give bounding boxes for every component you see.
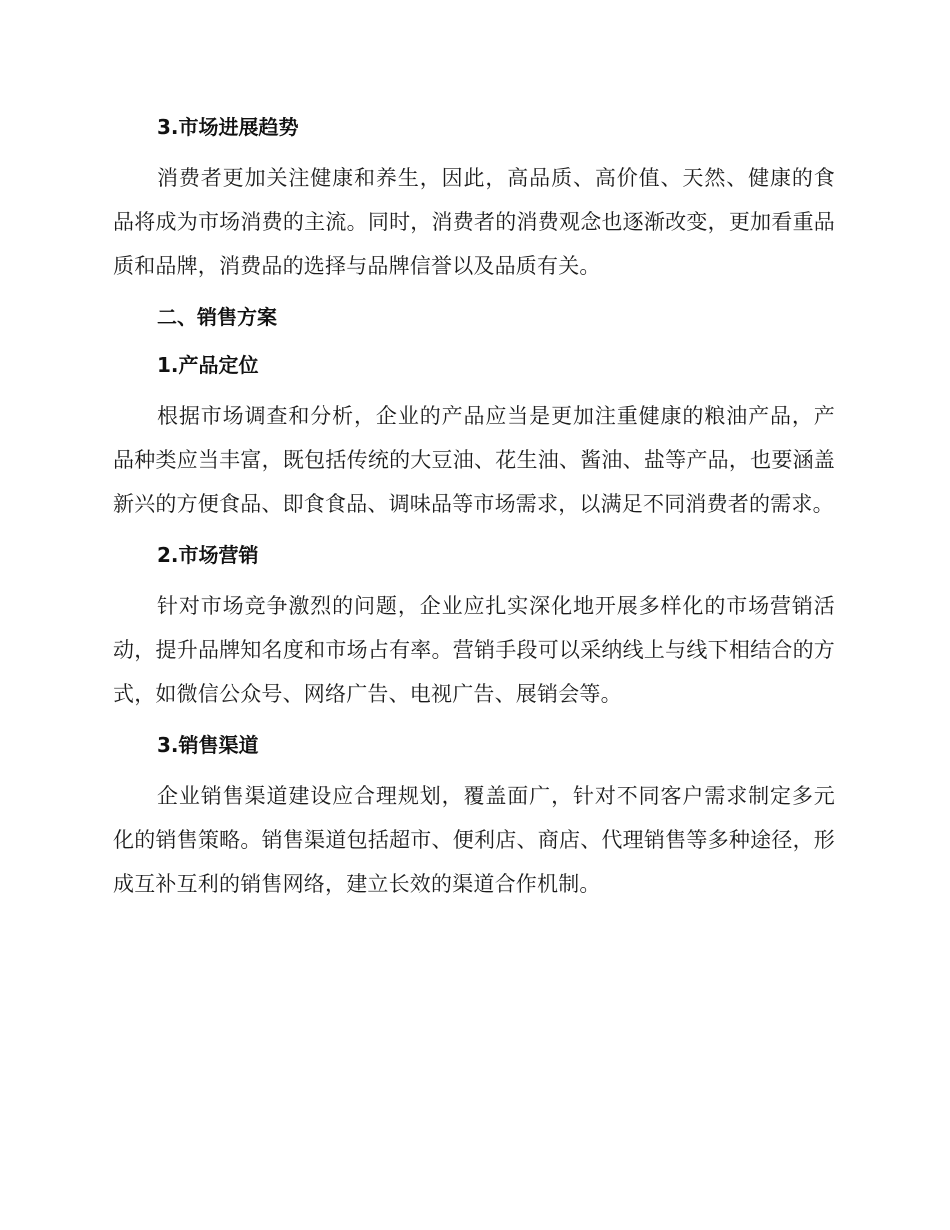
heading-market-trend: 3.市场进展趋势 [157, 115, 299, 139]
document-body [113, 108, 835, 916]
heading-sales-channels: 3.销售渠道 [157, 733, 259, 757]
heading-sales-plan: 二、销售方案 [157, 305, 277, 329]
paragraph-market-trend: 消费者更加关注健康和养生，因此，高品质、高价值、天然、健康的食品将成为市场消费的主流。同时，消费者的消费观念也逐渐改变，更加看重品质和品牌，消费品的选择与品牌信誉以及品质有关。 [113, 166, 835, 278]
paragraph-marketing: 针对市场竞争激烈的问题，企业应扎实深化地开展多样化的市场营销活动，提升品牌知名度和市场占有率。营销手段可以采纳线上与线下相结合的方式，如微信公众号、网络广告、电视广告、展销会等。 [113, 594, 835, 706]
paragraph-sales-channels: 企业销售渠道建设应合理规划，覆盖面广，针对不同客户需求制定多元化的销售策略。销售渠道包括超市、便利店、商店、代理销售等多种途径，形成互补互利的销售网络，建立长效的渠道合作机制。 [113, 784, 835, 896]
heading-product-positioning: 1.产品定位 [157, 353, 259, 377]
paragraph-product-positioning: 根据市场调查和分析，企业的产品应当是更加注重健康的粮油产品，产品种类应当丰富，既包括传统的大豆油、花生油、酱油、盐等产品，也要涵盖新兴的方便食品、即食食品、调味品等市场需求，以满足不同消费者的需求。 [113, 404, 835, 516]
heading-marketing: 2.市场营销 [157, 543, 259, 567]
